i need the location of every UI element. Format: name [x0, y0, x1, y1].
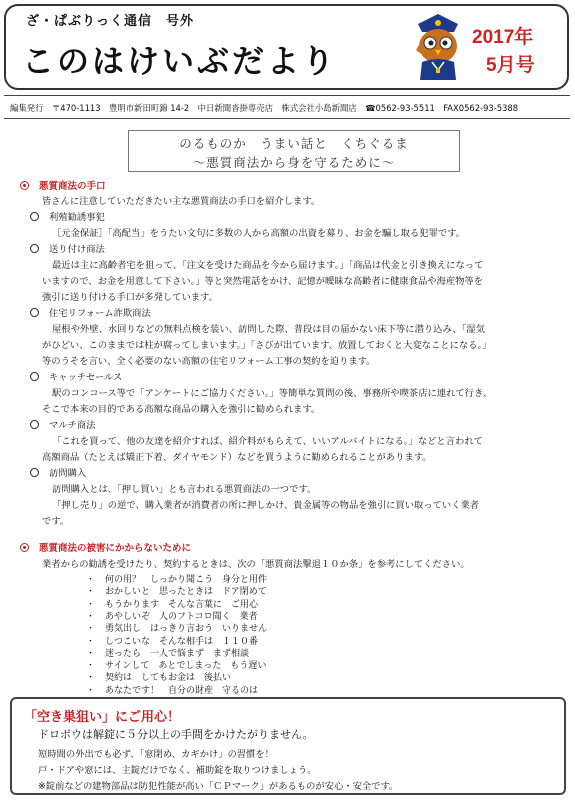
circle-icon: [30, 308, 39, 317]
list-item: ・ 迷ったら 一人で悩まず まず相談: [86, 648, 250, 659]
item-title: マルチ商法: [30, 417, 96, 431]
theme-subtitle: ～悪質商法から身を守るために～: [192, 155, 396, 170]
divider: [4, 95, 570, 96]
section-heading-fraud-methods: 悪質商法の手口: [20, 178, 106, 192]
issue-month: 5月号: [486, 55, 535, 76]
item-title: 住宅リフォーム詐欺商法: [30, 305, 151, 319]
list-item: ・ しつこいな そんな相手は １１０番: [86, 636, 259, 647]
item-text: 訪問購入とは、「押し買い」とも言われる悪質商法の一つです。: [52, 484, 317, 495]
issue-year: 2017年: [472, 27, 534, 48]
item-title: 送り付け商法: [30, 241, 105, 255]
section-intro: 業者からの勧誘を受けたり、契約するときは、次の「悪質商法撃退１０か条」を参考にしてください。: [42, 559, 470, 570]
section-heading-prevention: 悪質商法の被害にかからないために: [20, 540, 191, 554]
item-text: 高額商品（たとえば矯正下着、ダイヤモンド）などを買うように勧められることがあります。: [42, 452, 432, 463]
circle-icon: [30, 420, 39, 429]
list-item: ・ あやしいぞ 人のフトコロ聞く 業者: [86, 611, 258, 622]
item-text: がひどい、このままでは柱が腐ってしまいます。」「さびが出ています、放置しておくと大変なことになる。」: [42, 340, 492, 351]
newsletter-title: このはけいぶだより: [22, 42, 338, 80]
item-text: 最近は主に高齢者宅を狙って、「注文を受けた商品を今から届けます。」「商品は代金と引き換えになって: [52, 260, 484, 271]
item-text: です。: [42, 516, 70, 527]
notice-line: 短時間の外出でも必ず、「窓閉め、カギかけ」の習慣を！: [38, 749, 274, 760]
owl-police-mascot-icon: [410, 10, 466, 82]
item-text: 「押し売り」の逆で、購入業者が消費者の所に押しかけ、貴金属等の物品を強引に買い取っていく業者: [52, 500, 480, 511]
item-text: 駅のコンコース等で「アンケートにご協力ください。」等簡単な質問の後、事務所や喫茶店に連れて行き、: [52, 388, 493, 399]
notice-line: 戸・ドアや窓には、主錠だけでなく、補助錠を取りつけましょう。: [38, 765, 317, 776]
bullseye-icon: [20, 181, 29, 190]
publisher-line: 編集発行 〒470-1113 豊明市新田町錦 14-2 中日新聞沓掛専売店 株式会社小島新聞店 ☎0562-93-5511 FAX0562-93-5388: [10, 103, 519, 113]
newsletter-subtitle: ざ・ぱぶりっく通信 号外: [26, 14, 195, 29]
item-text: 「これを買って、他の友達を紹介すれば、紹介料がもらえて、いいアルバイトになる。」などと言われて: [52, 436, 483, 447]
circle-icon: [30, 212, 39, 221]
bullseye-icon: [20, 543, 29, 552]
item-text: 屋根や外壁、水回りなどの無料点検を装い、訪問した際、普段は目の届かない床下等に潜り込み、「湿気: [52, 324, 485, 335]
item-text: ［元金保証］「高配当」をうたい文句に多数の人から高額の出資を募り、お金を騙し取る犯罪です。: [52, 228, 465, 239]
circle-icon: [30, 372, 39, 381]
list-item: ・ サインして あとでしまった もう遅い: [86, 661, 267, 672]
list-item: ・ おかしいと 思ったときは ドア閉めて: [86, 587, 267, 598]
item-title: 利殖勧誘事犯: [30, 209, 105, 223]
list-item: ・ 勇気出し はっきり言おう いりません: [86, 624, 268, 635]
notice-title: 「空き巣狙い」にご用心！: [24, 710, 181, 725]
list-item: ・ 契約は してもお金は 後払い: [86, 673, 232, 684]
item-text: そこで本来の目的である高額な商品の購入を強引に勧められます。: [42, 404, 321, 415]
notice-lead: ドロボウは解錠に５分以上の手間をかけたがりません。: [38, 728, 314, 741]
list-item: ・ あなたです！ 自分の財産 守るのは: [86, 685, 259, 696]
item-title: 訪問購入: [30, 465, 86, 479]
theme-box: [128, 130, 460, 172]
divider: [4, 118, 570, 119]
notice-line: ※錠前などの建物部品は防犯性能が高い「ＣＰマーク」があるものが安心・安全です。: [38, 781, 399, 792]
circle-icon: [30, 244, 39, 253]
list-item: ・ 何の用？ しっかり聞こう 身分と用件: [86, 575, 268, 585]
section-intro: 皆さんに注意していただきたい主な悪質商法の手口を紹介します。: [42, 196, 321, 207]
theme-slogan: のるものか うまい話と くちぐるま: [179, 136, 409, 151]
item-title: キャッチセールス: [30, 369, 122, 383]
circle-icon: [30, 468, 39, 477]
list-item: ・ もうかります そんな言葉に ご用心: [86, 599, 259, 610]
item-text: 強引に送り付ける手口が多発しています。: [42, 292, 218, 303]
item-text: いますので、お金を用意して下さい。」等と突然電話をかけ、記憶が曖昧な高齢者に健康食品や海産物等を: [42, 276, 484, 287]
item-text: 等のうそを言い、全く必要のない高額の住宅リフォーム工事の契約を迫ります。: [42, 356, 376, 367]
